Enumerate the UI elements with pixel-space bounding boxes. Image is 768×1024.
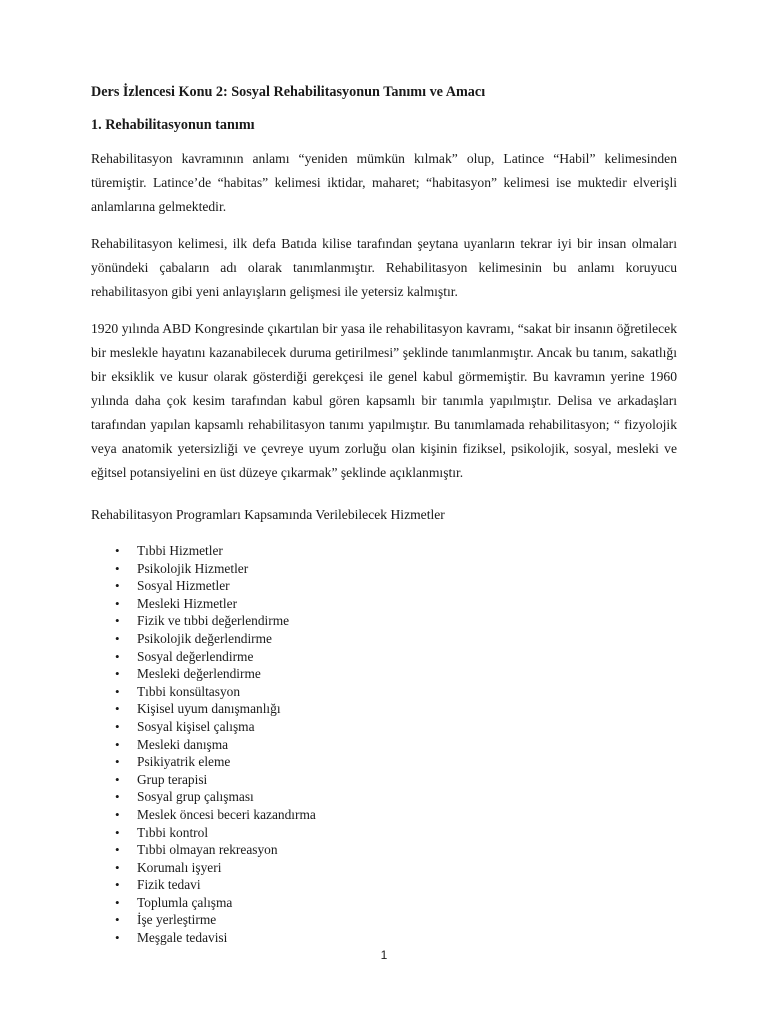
- bullet-icon: •: [115, 877, 120, 893]
- list-item-label: Fizik tedavi: [137, 877, 201, 893]
- list-item: [91, 911, 677, 929]
- list-item: [91, 595, 677, 613]
- list-item: [91, 753, 677, 771]
- list-item: [91, 894, 677, 912]
- list-item-label: Sosyal kişisel çalışma: [137, 718, 255, 734]
- bullet-icon: •: [115, 754, 120, 770]
- list-item-label: Mesleki danışma: [137, 736, 229, 752]
- list-item: [91, 718, 677, 736]
- paragraph-church-definition: Rehabilitasyon kelimesi, ilk defa Batıda kilise tarafından şeytana uyanların tekrar iyi bir insan olmaları yönündeki çabaların adı olarak tanımlanmıştır. Rehabilitasyon kelimesinin bu anlamı koruyucu rehabilitasyon gibi yeni anlayışların gelişmesi ile yetersiz kalmıştır.: [91, 236, 677, 299]
- bullet-icon: •: [115, 543, 120, 558]
- section-heading: 1. Rehabilitasyonun tanımı: [91, 117, 255, 133]
- list-item-label: Kişisel uyum danışmanlığı: [137, 701, 281, 717]
- bullet-icon: •: [115, 683, 120, 699]
- bullet-icon: •: [115, 824, 120, 840]
- bullet-icon: •: [115, 666, 120, 682]
- bullet-icon: •: [115, 842, 120, 858]
- list-item-label: Tıbbi konsültasyon: [137, 683, 241, 699]
- list-item-label: İşe yerleştirme: [137, 912, 217, 928]
- list-item: [91, 612, 677, 630]
- list-item: [91, 577, 677, 595]
- list-item: [91, 806, 677, 824]
- list-item: [91, 630, 677, 648]
- bullet-icon: •: [115, 701, 120, 717]
- list-item: [91, 876, 677, 894]
- list-item: [91, 736, 677, 754]
- list-item-label: Psikiyatrik eleme: [137, 754, 231, 770]
- list-item-label: Sosyal değerlendirme: [137, 648, 254, 664]
- list-item: [91, 665, 677, 683]
- list-item-label: Korumalı işyeri: [137, 859, 222, 875]
- list-item: [91, 824, 677, 842]
- list-item-label: Fizik ve tıbbi değerlendirme: [137, 613, 290, 629]
- list-item: [91, 700, 677, 718]
- bullet-icon: •: [115, 595, 120, 611]
- list-item-label: Tıbbi olmayan rekreasyon: [137, 842, 278, 858]
- list-item-label: Sosyal Hizmetler: [137, 578, 230, 594]
- paragraph-etymology: Rehabilitasyon kavramının anlamı “yeniden mümkün kılmak” olup, Latince “Habil” kelimesinden türemiştir. Latince’de “habitas” kelimesi iktidar, maharet; “habitasyon” kelimesi ise muktedir elverişli anlamlarına gelmektedir.: [91, 151, 677, 214]
- list-item: [91, 560, 677, 578]
- paragraph-modern-definition: 1920 yılında ABD Kongresinde çıkartılan bir yasa ile rehabilitasyon kavramı, “sakat bir insanın öğretilecek bir meslekle hayatını kazanabilecek duruma getirilmesi” şeklinde tanımlanmıştır. Ancak bu tanım, sakatlığı bir eksiklik ve kusur olarak gösterdiği gerekçesi ile genel kabul görmemiştir. Bu kavramın yerine 1960 yılında daha çok kesim tarafından kabul gören kapsamlı bir tanımla yapılmıştır. Delisa ve arkadaşları tarafından yapılan kapsamlı rehabilitasyon tanımı yapılmıştır. Bu tanımlamada rehabilitasyon; “ fizyolojik veya anatomik yetersizliği ve çevreye uyum zorluğu olan kişinin fiziksel, psikolojik, sosyal, mesleki ve eğitsel potansiyelini en üst düzeye çıkarmak” şeklinde açıklanmıştır.: [91, 321, 677, 480]
- list-item: [91, 771, 677, 789]
- bullet-icon: •: [115, 789, 120, 805]
- list-item: [91, 788, 677, 806]
- bullet-icon: •: [115, 613, 120, 629]
- list-item-label: Sosyal grup çalışması: [137, 789, 254, 805]
- bullet-icon: •: [115, 630, 120, 646]
- list-item-label: Mesleki değerlendirme: [137, 666, 261, 682]
- bullet-icon: •: [115, 736, 120, 752]
- bullet-icon: •: [115, 859, 120, 875]
- bullet-icon: •: [115, 894, 120, 910]
- list-item-label: Mesleki Hizmetler: [137, 595, 238, 611]
- list-item: [91, 841, 677, 859]
- list-item-label: Toplumla çalışma: [137, 894, 233, 910]
- list-item-label: Psikolojik değerlendirme: [137, 630, 272, 646]
- list-item: [91, 929, 677, 947]
- list-item-label: Meşgale tedavisi: [137, 930, 228, 946]
- bullet-icon: •: [115, 806, 120, 822]
- page-number: 1: [380, 948, 388, 962]
- page-content: [91, 82, 677, 947]
- bullet-icon: •: [115, 578, 120, 594]
- bullet-icon: •: [115, 771, 120, 787]
- list-item-label: Psikolojik Hizmetler: [137, 560, 249, 576]
- list-item: [91, 683, 677, 701]
- list-item-label: Meslek öncesi beceri kazandırma: [137, 806, 316, 822]
- bullet-icon: •: [115, 648, 120, 664]
- bullet-icon: •: [115, 560, 120, 576]
- list-item: [91, 648, 677, 666]
- bullet-icon: •: [115, 718, 120, 734]
- list-item-label: Tıbbi kontrol: [137, 824, 209, 840]
- list-item-label: Tıbbi Hizmetler: [137, 543, 223, 558]
- list-item-label: Grup terapisi: [137, 771, 208, 787]
- bullet-icon: •: [115, 912, 120, 928]
- document-title: Ders İzlencesi Konu 2: Sosyal Rehabilitasyonun Tanımı ve Amacı: [91, 84, 486, 100]
- services-list: [91, 542, 677, 947]
- list-item: [91, 542, 677, 560]
- list-item: [91, 859, 677, 877]
- services-list-heading: Rehabilitasyon Programları Kapsamında Verilebilecek Hizmetler: [91, 507, 445, 522]
- bullet-icon: •: [115, 930, 120, 946]
